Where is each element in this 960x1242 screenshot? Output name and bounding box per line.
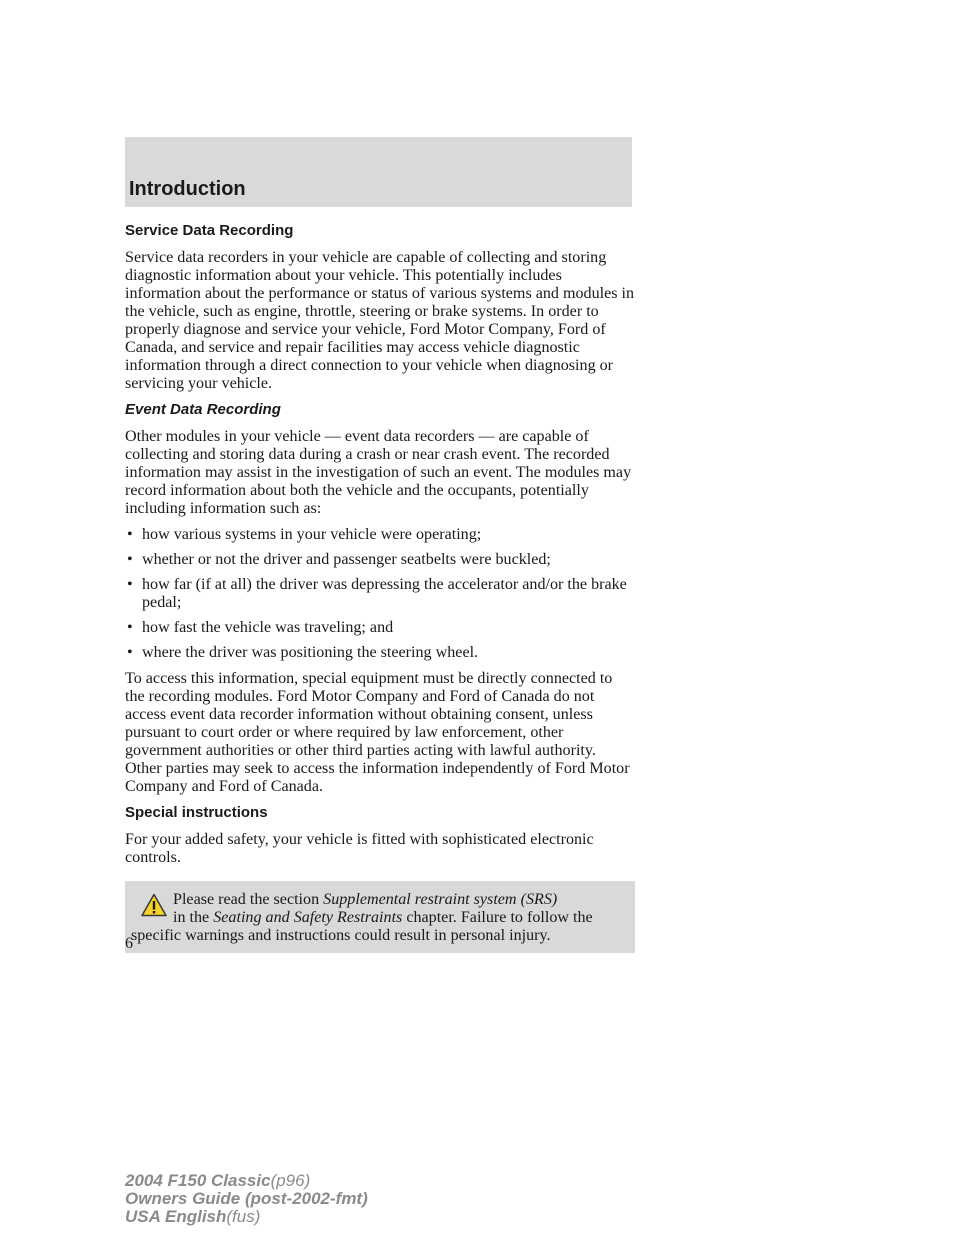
list-item: • how fast the vehicle was traveling; and	[127, 619, 394, 636]
event-data-access-paragraph: To access this information, special equipment must be directly connected to the recording modules. Ford Motor Company and Ford of Canada do not access event data recorder information without obtaining consent, unless pursuant to court order or where required by law enforcement, other government authorities or other third parties acting with lawful authority. Other parties may seek to access the information independently of Ford Motor Company and Ford of Canada.	[125, 670, 630, 795]
page-content	[125, 222, 635, 953]
bullet-glyph: •	[127, 551, 133, 568]
warning-box	[125, 881, 635, 953]
footer-line-model: 2004 F150 Classic(p96)	[125, 1171, 311, 1190]
special-instructions-heading: Special instructions	[125, 804, 268, 821]
service-data-paragraph: Service data recorders in your vehicle are capable of collecting and storing diagnostic information about your vehicle. This potentially includes information about the performance or status of various systems and modules in the vehicle, such as engine, throttle, steering or brake systems. In order to properly diagnose and service your vehicle, Ford Motor Company, Ford of Canada, and service and repair facilities may access vehicle diagnostic information through a direct connection to your vehicle when diagnosing or servicing your vehicle.	[125, 249, 635, 392]
bullet-glyph: •	[127, 644, 133, 661]
special-instructions-paragraph: For your added safety, your vehicle is fitted with sophisticated electronic controls.	[125, 831, 594, 866]
section-header-band	[125, 137, 632, 207]
section-title: Introduction	[129, 178, 246, 200]
list-item: • how various systems in your vehicle were operating;	[127, 526, 482, 543]
warning-triangle-icon	[141, 893, 167, 917]
list-item: • how far (if at all) the driver was depressing the accelerator and/or the brake pedal;	[127, 576, 627, 611]
bullet-glyph: •	[127, 576, 133, 593]
event-data-heading: Event Data Recording	[125, 401, 281, 418]
bullet-glyph: •	[127, 619, 133, 636]
list-item: • where the driver was positioning the steering wheel.	[127, 644, 479, 661]
event-data-intro: Other modules in your vehicle — event data recorders — are capable of collecting and storing data during a crash or near crash event. The recorded information may assist in the investigation of such an event. The modules may record information about both the vehicle and the occupants, potentially including information such as:	[125, 428, 632, 517]
list-item: • whether or not the driver and passenger seatbelts were buckled;	[127, 551, 551, 568]
page-number: 6	[125, 935, 133, 952]
bullet-glyph: •	[127, 526, 133, 543]
warning-text: Please read the section Supplemental restraint system (SRS) in the Seating and Safety Restraints chapter. Failure to follow the specific warnings and instructions could result in personal injury.	[131, 891, 593, 944]
service-data-heading: Service Data Recording	[125, 222, 294, 239]
event-data-list	[125, 526, 635, 662]
footer-line-guide: Owners Guide (post-2002-fmt)	[125, 1189, 368, 1208]
document-footer	[125, 1172, 368, 1226]
footer-line-language: USA English(fus)	[125, 1207, 261, 1226]
